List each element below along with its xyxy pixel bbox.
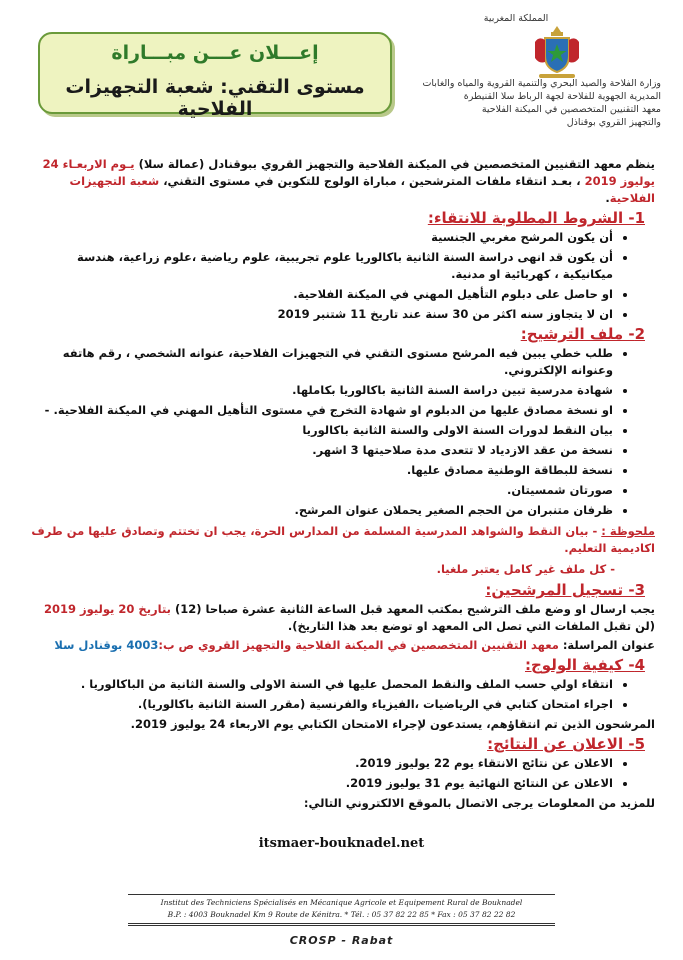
list-item: • طلب خطي يبين فيه المرشح مستوى التقني في التجهيزات الفلاحية، عنوانه الشخصي ، رقم هاتفه وعنوانه الإلكتروني. xyxy=(28,345,613,379)
footer-divider xyxy=(128,894,555,895)
list-item: • اجراء امتحان كتابي في الرياضيات ،الفيزياء والفرنسية (مقرر السنة الثانية باكالوريا). xyxy=(28,696,613,713)
list-item: • شهادة مدرسية تبين دراسة السنة الثانية باكالوريا بكاملها. xyxy=(28,382,613,399)
footer-contact: B.P. : 4003 Bouknadel Km 9 Route de Kénitra. * Tél. : 05 37 82 22 85 * Fax : 05 37 82 22 82 xyxy=(167,910,516,919)
intro-text: ينظم معهد التقنيين المتخصصين في الميكنة الفلاحية والتجهيز القروي ببوقنادل (عمالة سلا) xyxy=(134,157,655,171)
crosp-label: CROSP - Rabat xyxy=(289,934,394,947)
incomplete-file-note: - كل ملف غير كامل يعتبر ملغيا. xyxy=(436,562,615,576)
section-4-list xyxy=(28,676,655,713)
list-item: • انتقاء اولي حسب الملف والنقط المحصل عليها في السنة الاولى والسنة الثانية من الباكالوريا . xyxy=(28,676,613,693)
institute-name-line2: والتجهيز القروي بوقناذل xyxy=(566,117,661,128)
mailing-address xyxy=(28,637,655,654)
more-info-paragraph: للمزيد من المعلومات يرجى الاتصال بالموقع الالكتروني التالي: xyxy=(303,796,655,810)
intro-text-3: . xyxy=(605,191,610,205)
registration-paragraph xyxy=(28,601,655,635)
address-label: عنوان المراسلة: xyxy=(558,638,655,652)
website-link[interactable]: itsmaer-bouknadel.net xyxy=(258,836,425,851)
kingdom-name: المملكة المغربية xyxy=(483,13,549,24)
list-item: • أن يكون قد انهى دراسة السنة الثانية باكالوريا علوم تجريبية، علوم رياضية ،علوم زراعية، هندسة ميكانيكية ، كهربائية او مدنية. xyxy=(28,249,613,283)
list-item: • أن يكون المرشح مغربي الجنسية xyxy=(28,229,613,246)
organization-block xyxy=(411,12,661,129)
list-item: • نسخة من عقد الازدياد لا تتعدى مدة صلاحيتها 3 اشهر. xyxy=(28,442,613,459)
intro-text-2: ، بعـد انتقاء ملفات المترشحين ، مباراة الولوج للتكوين في مستوى التقني، xyxy=(159,174,585,188)
announcement-body xyxy=(28,156,655,814)
section-2-list xyxy=(28,345,655,519)
list-item: • صورتان شمسيتان. xyxy=(28,482,613,499)
note-paragraph xyxy=(28,523,655,557)
list-item: • او حاصل على دبلوم التأهيل المهني في الميكنة الفلاحية. xyxy=(28,286,613,303)
deadline-date: بتاريخ 20 يوليوز 2019 xyxy=(43,602,171,616)
list-item: • ظرفان متنبران من الحجم الصغير يحملان عنوان المرشح. xyxy=(28,502,613,519)
section-1-title: 1- الشروط المطلوبة للانتقاء: xyxy=(427,209,645,227)
list-item: • بيان النقط لدورات السنة الاولى والسنة الثانية باكالوريا xyxy=(28,422,613,439)
ministry-name: وزارة الفلاحة والصيد البحري والتنمية القروية والمياه والغابات xyxy=(422,78,661,89)
list-item: • الاعلان عن نتائج الانتقاء يوم 22 يوليوز 2019. xyxy=(28,755,613,772)
list-item: • او نسخة مصادق عليها من الدبلوم او شهادة التخرج في مستوى التأهيل المهني في الميكنة الفلاحية. - xyxy=(28,402,613,419)
address-text: معهد التقنيين المتخصصين في الميكنة الفلاحية والتجهيز القروي ص ب: xyxy=(158,638,559,652)
announcement-level: مستوى التقني: شعبة التجهيزات الفلاحية xyxy=(65,76,365,120)
registration-text-2: (لن تقبل الملفات التي تصل الى المعهد او توضع بعد هذا التاريخ). xyxy=(287,619,655,633)
footer-divider-2 xyxy=(128,923,555,926)
section-5-list xyxy=(28,755,655,792)
note-text: - بيان النقط والشواهد المدرسية المسلمة من المدارس الحرة، يجب ان تختتم وتصادق عليها من طرف اكاديمية التعليم. xyxy=(31,524,655,555)
registration-text: يجب ارسال او وضع ملف الترشيح بمكتب المعهد قبل الساعة الثانية عشرة صباحا (12) xyxy=(170,602,655,616)
announcement-header-box xyxy=(38,32,392,120)
section-5-title: 5- الاعلان عن النتائج: xyxy=(487,735,645,753)
address-po-box: 4003 بوقنادل سلا xyxy=(54,638,159,652)
intro-paragraph xyxy=(28,156,655,207)
exam-date: يـوم الاربعـاء 24 يوليوز 2019 xyxy=(42,157,655,188)
list-item: • ان لا يتجاوز سنه اكثر من 30 سنة عند تاريخ 11 شتنبر 2019 xyxy=(28,306,613,323)
footer-institute: Institut des Techniciens Spécialisés en Mécanique Agricole et Equipement Rural de Bouknadel xyxy=(160,898,523,907)
list-item: • نسخة للبطاقة الوطنية مصادق عليها. xyxy=(28,462,613,479)
note-label: ملحوظة : xyxy=(601,524,655,538)
written-exam-paragraph: المرشحون الذين تم انتقاؤهم، يستدعون لإجراء الامتحان الكتابي يوم الاربعاء 24 يوليوز 2019. xyxy=(130,717,655,731)
section-1-list xyxy=(28,229,655,323)
announcement-title: إعـــلان عـــن مبـــاراة xyxy=(111,42,319,64)
list-item: • الاعلان عن النتائج النهائية يوم 31 يوليوز 2019. xyxy=(28,775,613,792)
section-2-title: 2- ملف الترشيح: xyxy=(520,325,645,343)
section-3-title: 3- تسجيل المرشحين: xyxy=(485,581,645,599)
institute-name-line1: معهد التقنيين المتخصصين في الميكنة الفلاحية xyxy=(481,104,661,115)
field-name: شعبة التجهيزات الفلاحية xyxy=(69,174,655,205)
directorate-name: المديرية الجهوية للفلاحة لجهة الرباط سلا القنيطرة xyxy=(463,91,661,102)
section-4-title: 4- كيفية الولوج: xyxy=(525,656,645,674)
